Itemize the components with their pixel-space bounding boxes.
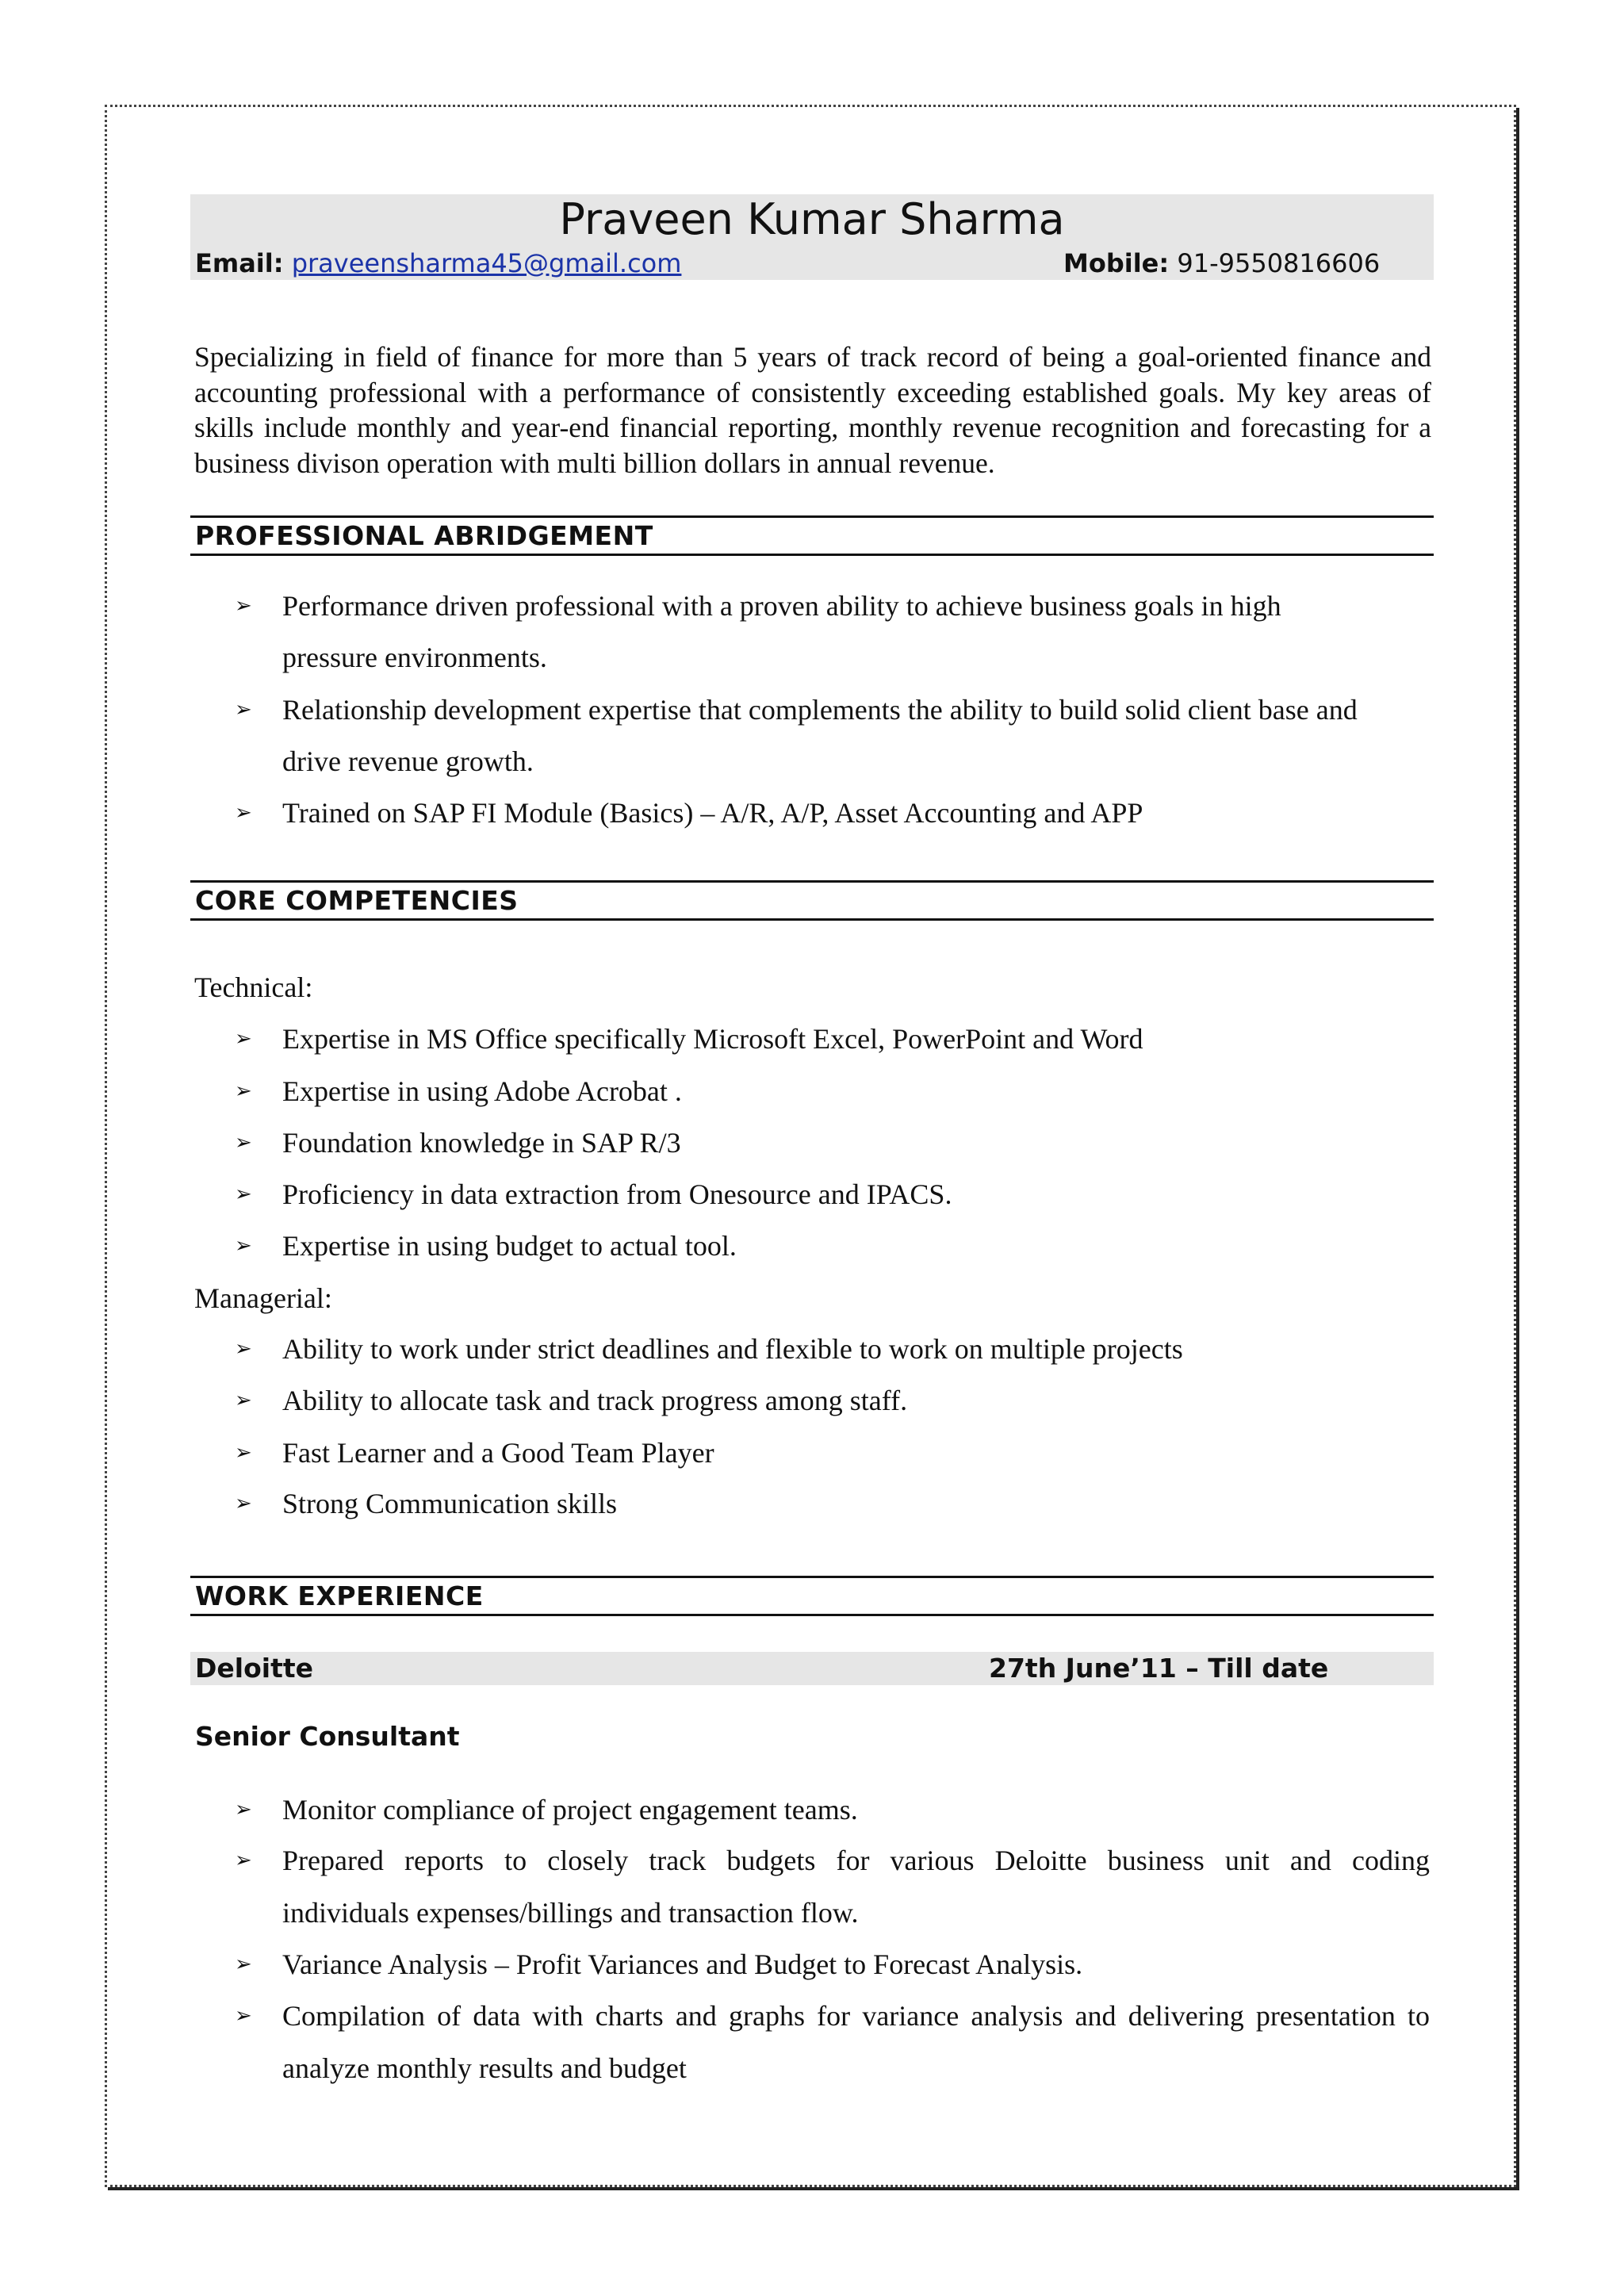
bullet-icon: ➢ (235, 2004, 252, 2027)
abridgement-item-line: Relationship development expertise that complements the ability to build solid client base and (282, 694, 1358, 726)
managerial-skill: Ability to allocate task and track progress among staff. (282, 1385, 908, 1416)
job-title: Senior Consultant (195, 1721, 460, 1752)
bullet-icon: ➢ (235, 1027, 252, 1050)
bullet-icon: ➢ (235, 698, 252, 721)
section-rule-bottom (190, 1614, 1434, 1616)
mobile-number: 91-9550816606 (1177, 248, 1381, 278)
bullet-icon: ➢ (235, 1234, 252, 1257)
section-title-experience: WORK EXPERIENCE (195, 1580, 484, 1611)
experience-item-line: analyze monthly results and budget (282, 2052, 687, 2084)
managerial-label: Managerial: (194, 1282, 332, 1314)
section-rule-top (190, 515, 1434, 518)
section-rule-top (190, 1576, 1434, 1578)
experience-item-line: Variance Analysis – Profit Variances and Budget to Forecast Analysis. (282, 1948, 1083, 1980)
bullet-icon: ➢ (235, 1131, 252, 1154)
experience-item-line: Compilation of data with charts and graphs for variance analysis and delivering presentation to (282, 2000, 1430, 2032)
technical-skill: Proficiency in data extraction from Onesource and IPACS. (282, 1178, 952, 1210)
technical-skill: Expertise in using Adobe Acrobat . (282, 1075, 682, 1107)
bullet-icon: ➢ (235, 1182, 252, 1205)
bullet-icon: ➢ (235, 1337, 252, 1360)
email-link[interactable]: praveensharma45@gmail.com (291, 248, 682, 278)
email-contact (195, 247, 681, 279)
technical-skill: Expertise in using budget to actual tool. (282, 1230, 737, 1262)
abridgement-item-line: pressure environments. (282, 642, 547, 673)
experience-item-line: individuals expenses/billings and transaction flow. (282, 1897, 859, 1929)
bullet-icon: ➢ (235, 1849, 252, 1872)
managerial-skill: Fast Learner and a Good Team Player (282, 1437, 714, 1469)
bullet-icon: ➢ (235, 801, 252, 824)
employment-dates: 27th June’11 – Till date (989, 1653, 1329, 1684)
technical-skill: Foundation knowledge in SAP R/3 (282, 1127, 681, 1159)
managerial-skill: Strong Communication skills (282, 1488, 618, 1519)
summary-paragraph: Specializing in field of finance for more than 5 years of track record of being a goal-oriented finance and accounting professional with a performance of consistently exceeding established goals. My key areas of skills include monthly and year-end financial reporting, monthly revenue recognition and forecasting for a business divison operation with multi billion dollars in annual revenue. (194, 341, 1431, 479)
section-rule-bottom (190, 554, 1434, 556)
technical-label: Technical: (194, 971, 313, 1003)
bullet-icon: ➢ (235, 1798, 252, 1821)
experience-item-line: Prepared reports to closely track budgets for various Deloitte business unit and coding (282, 1845, 1430, 1876)
managerial-skill: Ability to work under strict deadlines and flexible to work on multiple projects (282, 1333, 1183, 1365)
mobile-label: Mobile: (1063, 248, 1170, 278)
bullet-icon: ➢ (235, 594, 252, 617)
section-title-abridgement: PROFESSIONAL ABRIDGEMENT (195, 520, 653, 551)
section-rule-bottom (190, 918, 1434, 921)
technical-skill: Expertise in MS Office specifically Microsoft Excel, PowerPoint and Word (282, 1023, 1143, 1055)
bullet-icon: ➢ (235, 1079, 252, 1102)
bullet-icon: ➢ (235, 1389, 252, 1412)
bullet-icon: ➢ (235, 1952, 252, 1975)
bullet-icon: ➢ (235, 1441, 252, 1464)
section-rule-top (190, 880, 1434, 883)
candidate-name: Praveen Kumar Sharma (559, 194, 1065, 244)
bullet-icon: ➢ (235, 1492, 252, 1515)
mobile-contact (1063, 247, 1380, 279)
experience-item-line: Monitor compliance of project engagement teams. (282, 1794, 858, 1826)
email-label: Email: (195, 248, 284, 278)
abridgement-item-line: Trained on SAP FI Module (Basics) – A/R, A/P, Asset Accounting and APP (282, 797, 1143, 829)
employer-name: Deloitte (195, 1653, 313, 1684)
abridgement-item-line: Performance driven professional with a proven ability to achieve business goals in high (282, 590, 1281, 622)
section-title-competencies: CORE COMPETENCIES (195, 885, 519, 916)
abridgement-item-line: drive revenue growth. (282, 745, 534, 777)
